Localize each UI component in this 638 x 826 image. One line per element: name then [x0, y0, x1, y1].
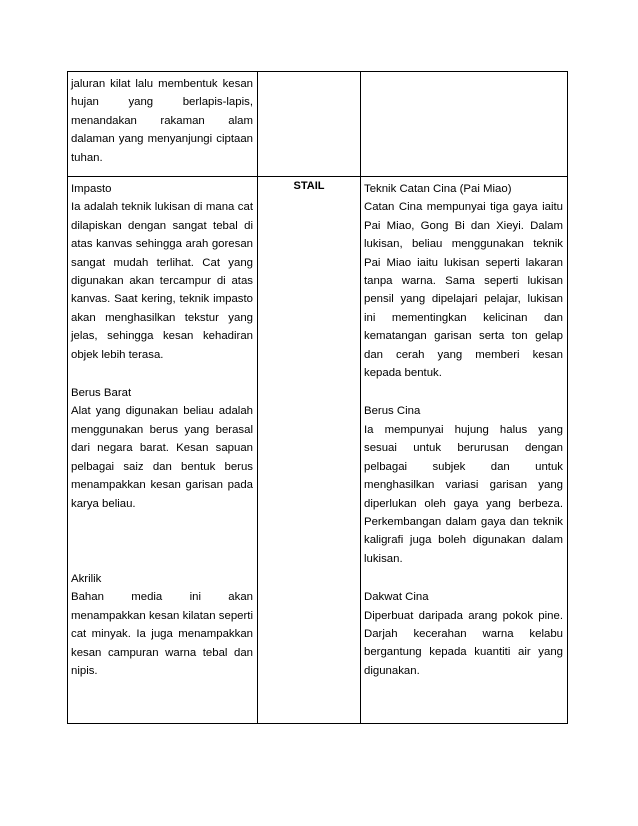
- section-impasto: [71, 180, 253, 364]
- empty-cell-text: [361, 72, 567, 75]
- empty-cell-text: [258, 72, 360, 75]
- section-body: Ia mempunyai hujung halus yang sesuai untuk berurusan dengan pelbagai subjek dan untuk menghasilkan variasi garisan yang diperlukan oleh gaya yang berbeza. Perkembangan dalam gaya dan teknik kaligrafi juga boleh digunakan dalam lukisan.: [364, 423, 563, 565]
- section-body: Bahan media ini akan menampakkan kesan kilatan seperti cat minyak. Ia juga menampakkan kesan campuran warna tebal dan nipis.: [71, 591, 253, 677]
- section-berus-barat: [71, 384, 253, 513]
- table-cell-right: [361, 72, 568, 177]
- section-heading: Berus Barat: [71, 387, 132, 400]
- table-cell-left: [68, 72, 258, 177]
- section-body: Catan Cina mempunyai tiga gaya iaitu Pai Miao, Gong Bi dan Xieyi. Dalam lukisan, beliau menggunakan teknik Pai Miao iaitu lukisan seperti lakaran tanpa warna. Sama seperti lukisan pensil yang dipelajari pelajar, lukisan ini mementingkan kelicinan dan kematangan garisan serta ton gelap dan cerah yang memberi kesan kepada bentuk.: [364, 201, 563, 380]
- section-berus-cina: [364, 402, 563, 568]
- continuation-text: jaluran kilat lalu membentuk kesan hujan yang berlapis-lapis, menandakan rakaman alam dalaman yang menyanjungi ciptaan tuhan.: [71, 78, 253, 164]
- section-body: Diperbuat daripada arang pokok pine. Darjah kecerahan warna kelabu bergantung kepada kuantiti air yang digunakan.: [364, 609, 563, 677]
- table-cell-mid: [258, 177, 361, 724]
- table-row: [68, 72, 568, 177]
- section-heading: Impasto: [71, 183, 112, 195]
- section-body: Ia adalah teknik lukisan di mana cat dilapiskan dengan sangat tebal di atas kanvas sehingga arah goresan sangat mudah terlihat. Cat yang digunakan akan tercampur di atas kanvas. Saat kering, teknik impasto akan menghasilkan tekstur yang jelas, sehingga kesan kehadiran objek lebih terasa.: [71, 201, 253, 361]
- section-body: Alat yang digunakan beliau adalah menggunakan berus yang berasal dari negara barat. Kesan sapuan pelbagai saiz dan bentuk berus menampakkan kesan garisan pada karya beliau.: [71, 405, 253, 510]
- section-teknik-catan-cina: [364, 180, 563, 382]
- section-heading: Dakwat Cina: [364, 591, 429, 604]
- section-heading: Berus Cina: [364, 405, 421, 418]
- table-row: [68, 177, 568, 724]
- table-cell-right: [361, 177, 568, 724]
- comparison-table: [67, 71, 568, 724]
- section-akrilik: [71, 570, 253, 680]
- section-dakwat-cina: [364, 588, 563, 680]
- table-cell-left: [68, 177, 258, 724]
- section-heading: Teknik Catan Cina (Pai Miao): [364, 183, 512, 195]
- table-cell-mid: [258, 72, 361, 177]
- category-label: STAIL: [293, 180, 325, 192]
- section-heading: Akrilik: [71, 572, 102, 585]
